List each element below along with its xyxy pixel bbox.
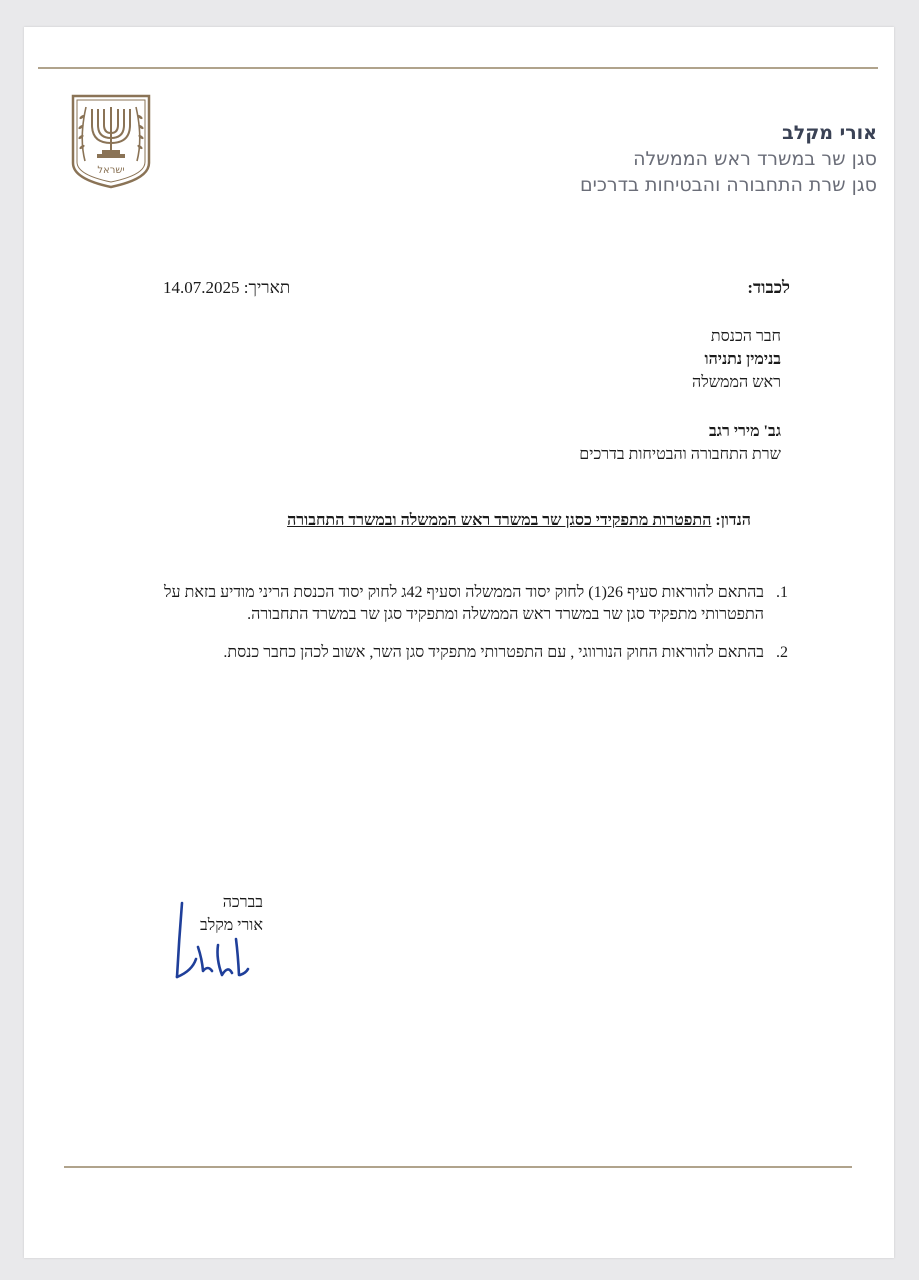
closing-greeting: בברכה	[222, 894, 263, 911]
date-line	[163, 278, 290, 298]
recipient-1-role: ראש הממשלה	[692, 374, 781, 391]
body-list	[164, 582, 788, 680]
list-item-number: 1.	[776, 584, 788, 601]
emblem-caption: ישראל	[97, 165, 125, 176]
recipient-1-title: חבר הכנסת	[710, 328, 781, 345]
signer-name: אורי מקלב	[200, 917, 263, 934]
sender-title-2: סגן שרת התחבורה והבטיחות בדרכים	[580, 174, 877, 196]
subject-line	[287, 512, 751, 530]
to-label: לכבוד:	[747, 278, 790, 297]
recipient-2	[579, 420, 781, 466]
handwritten-signature	[162, 895, 252, 985]
list-item-number: 2.	[776, 644, 788, 661]
recipient-1	[692, 325, 781, 394]
list-item	[164, 582, 788, 626]
recipient-2-role: שרת התחבורה והבטיחות בדרכים	[579, 446, 781, 463]
subject-text: התפטרות מתפקידי כסגן שר במשרד ראש הממשלה ובמשרד התחבורה	[287, 512, 712, 529]
list-item-text: בהתאם להוראות סעיף 26(1) לחוק יסוד הממשלה וסעיף 42ג לחוק יסוד הכנסת הריני מודיע בזאת על התפטרותי מתפקיד סגן שר במשרד ראש הממשלה ומתפקיד סגן שר במשרד התחבורה.	[164, 584, 765, 623]
letter-page	[24, 27, 894, 1258]
sender-block	[580, 120, 877, 198]
sender-title-1: סגן שר במשרד ראש הממשלה	[633, 148, 877, 170]
top-divider	[38, 67, 878, 69]
list-item-text: בהתאם להוראות החוק הנורווגי , עם התפטרותי מתפקיד סגן השר, אשוב לכהן כחבר כנסת.	[223, 644, 764, 661]
subject-label: הנדון:	[715, 512, 751, 529]
date-value: 14.07.2025	[163, 278, 240, 297]
list-item	[164, 642, 788, 664]
bottom-divider	[64, 1166, 852, 1168]
sender-name: אורי מקלב	[782, 122, 877, 144]
recipient-2-name: גב' מירי רגב	[708, 423, 781, 440]
recipient-1-name: בנימין נתניהו	[704, 351, 781, 368]
state-emblem-icon	[70, 93, 152, 189]
date-label: תאריך:	[243, 278, 291, 297]
